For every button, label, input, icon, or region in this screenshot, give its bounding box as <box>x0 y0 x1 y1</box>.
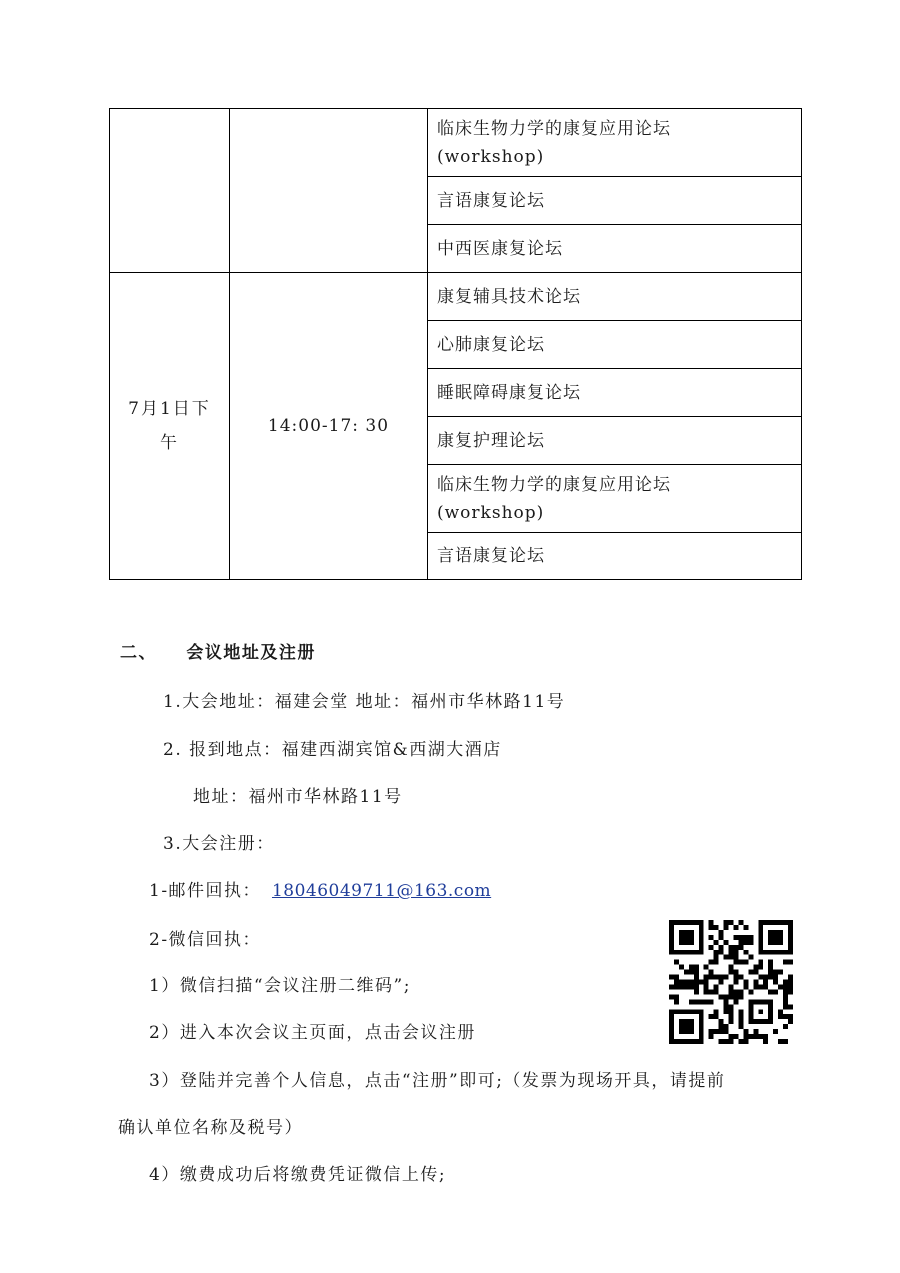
wechat-step-1: 1）微信扫描“会议注册二维码”; <box>149 976 411 996</box>
forum-name-part1: 临床生物力学的康复应用论坛 <box>437 118 671 139</box>
checkin-location: 2. 报到地点：福建西湖宾馆&西湖大酒店 <box>163 740 502 760</box>
schedule-table <box>109 108 802 580</box>
email-line <box>149 876 491 901</box>
day-label: 7月1日下午 <box>128 399 211 453</box>
wechat-step-4: 4）缴费成功后将缴费凭证微信上传; <box>149 1165 447 1185</box>
day-cell-empty <box>110 109 230 273</box>
forum-name-part2: (workshop) <box>437 502 545 523</box>
section-number: 二、 <box>120 643 157 663</box>
wechat-label: 2-微信回执： <box>149 930 262 950</box>
forum-cell: 康复辅具技术论坛 <box>428 273 802 321</box>
forum-cell: 心肺康复论坛 <box>428 321 802 369</box>
forum-cell <box>428 109 802 177</box>
section-heading <box>120 638 316 663</box>
forum-cell: 言语康复论坛 <box>428 177 802 225</box>
day-cell <box>110 273 230 580</box>
email-link[interactable]: 18046049711@163.com <box>271 881 492 901</box>
venue-address: 1.大会地址：福建会堂 地址：福州市华林路11号 <box>163 692 566 712</box>
forum-name-part1: 临床生物力学的康复应用论坛 <box>437 474 671 495</box>
checkin-address: 地址：福州市华林路11号 <box>193 787 403 807</box>
time-cell-empty <box>230 109 428 273</box>
forum-cell: 康复护理论坛 <box>428 417 802 465</box>
forum-cell: 睡眠障碍康复论坛 <box>428 369 802 417</box>
time-cell: 14:00-17: 30 <box>230 273 428 580</box>
forum-cell <box>428 465 802 533</box>
forum-name-part2: (workshop) <box>437 146 545 167</box>
wechat-step-3: 3）登陆并完善个人信息，点击“注册”即可;（发票为现场开具，请提前 <box>149 1071 726 1091</box>
wechat-step-3-cont: 确认单位名称及税号） <box>118 1118 303 1138</box>
email-label: 1-邮件回执： <box>149 881 262 901</box>
forum-cell: 中西医康复论坛 <box>428 225 802 273</box>
registration-heading: 3.大会注册： <box>163 834 275 854</box>
section-title: 会议地址及注册 <box>186 643 316 663</box>
forum-cell: 言语康复论坛 <box>428 533 802 580</box>
qr-code-icon[interactable] <box>669 920 793 1044</box>
wechat-step-2: 2）进入本次会议主页面，点击会议注册 <box>149 1023 476 1043</box>
